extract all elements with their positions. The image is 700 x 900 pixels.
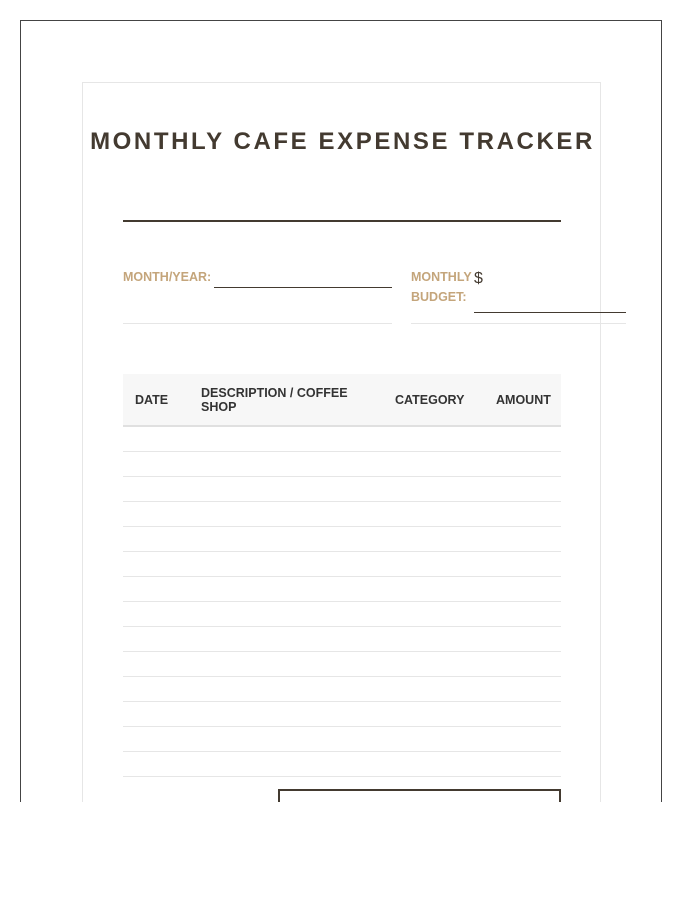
table-row[interactable]	[123, 502, 561, 527]
column-header-description: DESCRIPTION / COFFEE SHOP	[201, 386, 348, 414]
column-header-category: CATEGORY	[395, 393, 465, 407]
monthly-budget-field-divider	[411, 323, 626, 324]
monthly-budget-label: MONTHLY BUDGET:	[411, 270, 472, 304]
month-year-label: MONTH/YEAR:	[123, 270, 212, 284]
table-row[interactable]	[123, 602, 561, 627]
table-row[interactable]	[123, 677, 561, 702]
table-body	[123, 427, 561, 777]
tracker-sheet	[82, 82, 601, 802]
page-title: MONTHLY CAFE EXPENSE TRACKER	[90, 128, 595, 155]
table-row[interactable]	[123, 652, 561, 677]
document-frame	[20, 20, 662, 802]
table-row[interactable]	[123, 527, 561, 552]
column-header-amount: AMOUNT	[496, 393, 551, 407]
table-row[interactable]	[123, 702, 561, 727]
month-year-field-divider	[123, 323, 392, 324]
table-row[interactable]	[123, 727, 561, 752]
table-row[interactable]	[123, 577, 561, 602]
table-header	[123, 374, 561, 427]
total-box	[278, 789, 561, 802]
monthly-budget-input-line[interactable]	[474, 312, 626, 313]
table-row[interactable]	[123, 477, 561, 502]
column-header-date: DATE	[135, 393, 169, 407]
expense-table	[123, 374, 561, 777]
table-row[interactable]	[123, 452, 561, 477]
table-row[interactable]	[123, 427, 561, 452]
table-row[interactable]	[123, 752, 561, 777]
currency-symbol: $	[474, 270, 483, 287]
title-divider	[123, 220, 561, 222]
table-row[interactable]	[123, 627, 561, 652]
table-row[interactable]	[123, 552, 561, 577]
month-year-input-line[interactable]	[214, 287, 392, 288]
